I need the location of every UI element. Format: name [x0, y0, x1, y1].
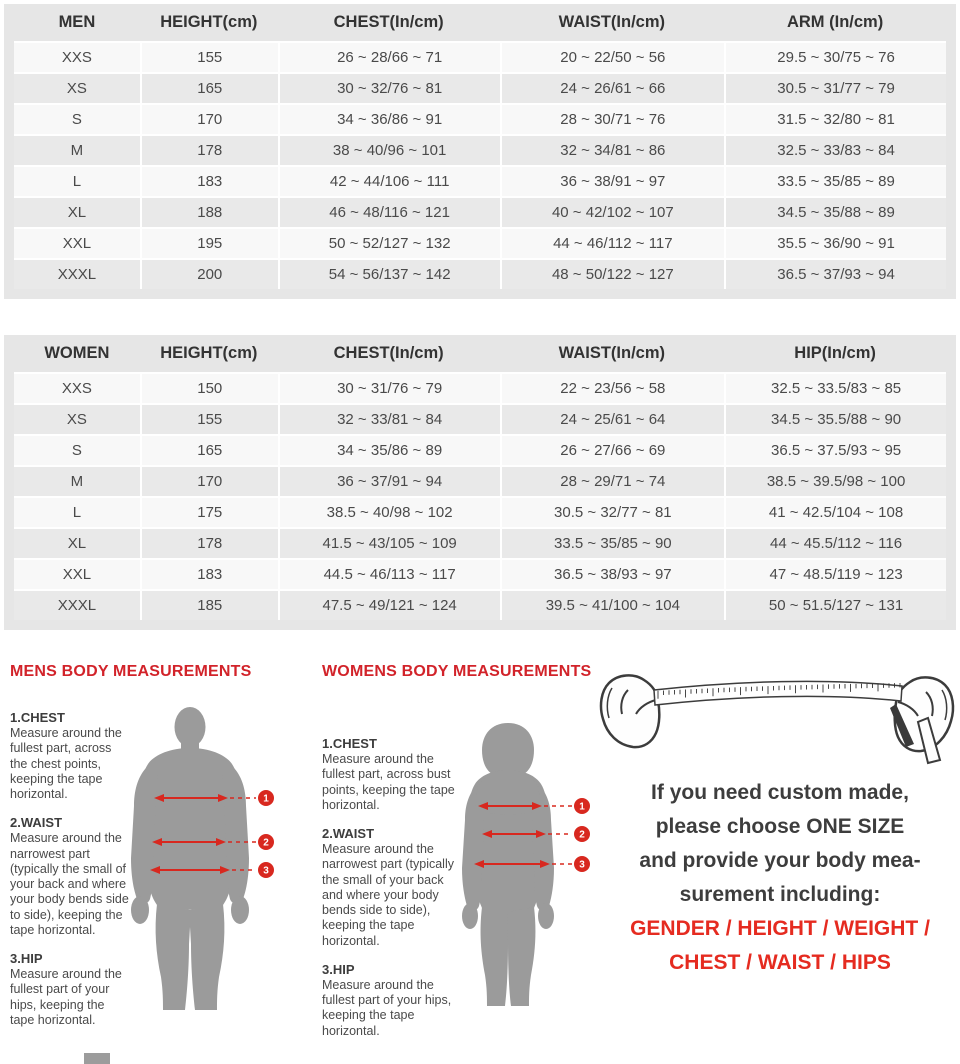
table-cell: 36.5 ~ 37/93 ~ 94	[724, 258, 946, 289]
table-cell: 20 ~ 22/50 ~ 56	[500, 41, 725, 72]
column-header: WOMEN	[44, 344, 110, 362]
men-size-table-panel	[4, 4, 956, 299]
instruction-text: Measure around the narrowest part (typically the small of your back and where your body bends side to side), keeping the tape horizontal.	[10, 831, 129, 937]
table-cell: 155	[140, 403, 278, 434]
table-cell: 41.5 ~ 43/105 ~ 109	[278, 527, 500, 558]
table-cell: 26 ~ 27/66 ~ 69	[500, 434, 725, 465]
table-cell: 35.5 ~ 36/90 ~ 91	[724, 227, 946, 258]
table-cell: 50 ~ 52/127 ~ 132	[278, 227, 500, 258]
table-row	[14, 196, 946, 227]
column-header: CHEST(In/cm)	[333, 344, 444, 362]
men-table-header-row	[14, 4, 946, 41]
table-cell: 42 ~ 44/106 ~ 111	[278, 165, 500, 196]
table-row	[14, 558, 946, 589]
table-cell: 30 ~ 32/76 ~ 81	[278, 72, 500, 103]
table-row	[14, 589, 946, 620]
table-cell: 36 ~ 38/91 ~ 97	[500, 165, 725, 196]
table-cell: XXS	[14, 41, 140, 72]
column-header: ARM (In/cm)	[786, 13, 884, 31]
note-line: If you need custom made,	[651, 781, 909, 804]
table-cell: 39.5 ~ 41/100 ~ 104	[500, 589, 725, 620]
women-table-header-row	[14, 335, 946, 372]
cropped-image-fragment	[84, 1053, 110, 1064]
table-cell: 195	[140, 227, 278, 258]
table-cell: 34 ~ 36/86 ~ 91	[278, 103, 500, 134]
svg-text:3: 3	[579, 859, 585, 871]
table-cell: 40 ~ 42/102 ~ 107	[500, 196, 725, 227]
women-size-table-panel	[4, 335, 956, 630]
table-cell: 183	[140, 558, 278, 589]
table-row	[14, 372, 946, 403]
table-cell: 183	[140, 165, 278, 196]
mens-guide-instructions	[10, 710, 132, 1041]
table-cell: XXXL	[14, 258, 140, 289]
measurement-instruction	[10, 951, 132, 1028]
measurement-instruction	[322, 826, 464, 949]
column-header: HEIGHT(cm)	[160, 344, 258, 362]
instruction-text: Measure around the narrowest part (typically the small of your back and where your body bends side to side), keeping the tape horizontal.	[322, 842, 454, 948]
note-line: CHEST / WAIST / HIPS	[669, 951, 891, 974]
table-cell: L	[14, 496, 140, 527]
table-row	[14, 72, 946, 103]
table-cell: 38 ~ 40/96 ~ 101	[278, 134, 500, 165]
table-cell: 33.5 ~ 35/85 ~ 89	[724, 165, 946, 196]
table-cell: 50 ~ 51.5/127 ~ 131	[724, 589, 946, 620]
table-cell: 185	[140, 589, 278, 620]
table-cell: 22 ~ 23/56 ~ 58	[500, 372, 725, 403]
table-cell: 44 ~ 45.5/112 ~ 116	[724, 527, 946, 558]
table-cell: 33.5 ~ 35/85 ~ 90	[500, 527, 725, 558]
instruction-label: 1.CHEST	[10, 710, 65, 725]
column-header: HIP(In/cm)	[794, 344, 876, 362]
table-cell: XS	[14, 403, 140, 434]
table-cell: 28 ~ 30/71 ~ 76	[500, 103, 725, 134]
table-cell: 54 ~ 56/137 ~ 142	[278, 258, 500, 289]
table-cell: 30.5 ~ 32/77 ~ 81	[500, 496, 725, 527]
table-cell: 165	[140, 72, 278, 103]
measurement-instruction	[10, 815, 132, 938]
table-cell: XXXL	[14, 589, 140, 620]
table-cell: 41 ~ 42.5/104 ~ 108	[724, 496, 946, 527]
table-cell: L	[14, 165, 140, 196]
table-cell: 24 ~ 25/61 ~ 64	[500, 403, 725, 434]
table-cell: 46 ~ 48/116 ~ 121	[278, 196, 500, 227]
table-row	[14, 103, 946, 134]
table-cell: 178	[140, 134, 278, 165]
table-row	[14, 165, 946, 196]
instruction-text: Measure around the fullest part, across the chest points, keeping the tape horizontal.	[10, 726, 122, 801]
table-cell: 32.5 ~ 33/83 ~ 84	[724, 134, 946, 165]
womens-guide-title: WOMENS BODY MEASUREMENTS	[322, 663, 592, 680]
instruction-label: 2.WAIST	[10, 815, 63, 831]
table-cell: M	[14, 465, 140, 496]
table-cell: 36.5 ~ 38/93 ~ 97	[500, 558, 725, 589]
table-cell: S	[14, 103, 140, 134]
table-cell: M	[14, 134, 140, 165]
instruction-text: Measure around the fullest part, across bust points, keeping the tape horizontal.	[322, 752, 455, 812]
table-row	[14, 434, 946, 465]
table-cell: S	[14, 434, 140, 465]
table-row	[14, 465, 946, 496]
table-cell: XL	[14, 527, 140, 558]
table-cell: 30.5 ~ 31/77 ~ 79	[724, 72, 946, 103]
table-cell: 150	[140, 372, 278, 403]
instruction-label: 3.HIP	[10, 951, 43, 966]
table-cell: 32 ~ 33/81 ~ 84	[278, 403, 500, 434]
table-cell: 32.5 ~ 33.5/83 ~ 85	[724, 372, 946, 403]
table-row	[14, 258, 946, 289]
table-cell: 178	[140, 527, 278, 558]
table-cell: 200	[140, 258, 278, 289]
men-size-table	[14, 4, 946, 289]
custom-order-note	[604, 776, 956, 980]
svg-text:3: 3	[263, 865, 269, 877]
women-size-table	[14, 335, 946, 620]
table-cell: 44 ~ 46/112 ~ 117	[500, 227, 725, 258]
table-cell: XXL	[14, 227, 140, 258]
table-row	[14, 403, 946, 434]
table-cell: 188	[140, 196, 278, 227]
table-cell: 175	[140, 496, 278, 527]
svg-text:1: 1	[579, 801, 585, 813]
womens-guide-instructions	[322, 736, 464, 1052]
table-cell: 47 ~ 48.5/119 ~ 123	[724, 558, 946, 589]
female-silhouette-icon	[446, 722, 621, 1012]
table-row	[14, 227, 946, 258]
instruction-text: Measure around the fullest part of your hips, keeping the tape horizontal.	[10, 967, 122, 1027]
mens-guide-title: MENS BODY MEASUREMENTS	[10, 663, 252, 680]
table-row	[14, 41, 946, 72]
svg-text:2: 2	[579, 829, 585, 841]
table-row	[14, 527, 946, 558]
table-row	[14, 496, 946, 527]
table-cell: 26 ~ 28/66 ~ 71	[278, 41, 500, 72]
table-cell: 36 ~ 37/91 ~ 94	[278, 465, 500, 496]
note-line: GENDER / HEIGHT / WEIGHT /	[630, 917, 930, 940]
note-line: surement including:	[679, 883, 881, 906]
table-cell: XS	[14, 72, 140, 103]
table-cell: 24 ~ 26/61 ~ 66	[500, 72, 725, 103]
note-line: and provide your body mea-	[639, 849, 921, 872]
table-cell: 34.5 ~ 35.5/88 ~ 90	[724, 403, 946, 434]
table-cell: XXS	[14, 372, 140, 403]
table-cell: XL	[14, 196, 140, 227]
tape-measure-icon	[598, 652, 956, 770]
instruction-text: Measure around the fullest part of your hips, keeping the tape horizontal.	[322, 977, 452, 1038]
custom-note-red-lines	[604, 912, 956, 980]
instruction-label: 1.CHEST	[322, 736, 377, 751]
column-header: WAIST(In/cm)	[558, 344, 666, 362]
table-cell: 29.5 ~ 30/75 ~ 76	[724, 41, 946, 72]
table-cell: 47.5 ~ 49/121 ~ 124	[278, 589, 500, 620]
table-cell: 38.5 ~ 40/98 ~ 102	[278, 496, 500, 527]
instruction-label: 3.HIP	[322, 961, 355, 977]
table-cell: XXL	[14, 558, 140, 589]
measurement-instruction	[10, 710, 132, 802]
table-cell: 28 ~ 29/71 ~ 74	[500, 465, 725, 496]
measurement-guide-section	[0, 630, 960, 1038]
table-cell: 48 ~ 50/122 ~ 127	[500, 258, 725, 289]
table-cell: 155	[140, 41, 278, 72]
custom-note-dark-lines	[604, 776, 956, 912]
table-cell: 170	[140, 465, 278, 496]
column-header: MEN	[58, 13, 96, 31]
table-cell: 38.5 ~ 39.5/98 ~ 100	[724, 465, 946, 496]
table-cell: 31.5 ~ 32/80 ~ 81	[724, 103, 946, 134]
table-cell: 30 ~ 31/76 ~ 79	[278, 372, 500, 403]
table-row	[14, 134, 946, 165]
svg-text:1: 1	[263, 793, 269, 805]
table-cell: 44.5 ~ 46/113 ~ 117	[278, 558, 500, 589]
column-header: HEIGHT(cm)	[160, 13, 258, 31]
column-header: CHEST(In/cm)	[333, 13, 444, 31]
note-line: please choose ONE SIZE	[655, 815, 905, 838]
measurement-instruction	[322, 962, 464, 1039]
svg-text:2: 2	[263, 837, 269, 849]
column-header: WAIST(In/cm)	[558, 13, 666, 31]
table-cell: 165	[140, 434, 278, 465]
table-cell: 32 ~ 34/81 ~ 86	[500, 134, 725, 165]
male-silhouette-icon	[128, 706, 303, 1018]
instruction-label: 2.WAIST	[322, 826, 375, 841]
table-cell: 34 ~ 35/86 ~ 89	[278, 434, 500, 465]
table-cell: 36.5 ~ 37.5/93 ~ 95	[724, 434, 946, 465]
measurement-instruction	[322, 736, 464, 813]
table-cell: 170	[140, 103, 278, 134]
table-cell: 34.5 ~ 35/88 ~ 89	[724, 196, 946, 227]
